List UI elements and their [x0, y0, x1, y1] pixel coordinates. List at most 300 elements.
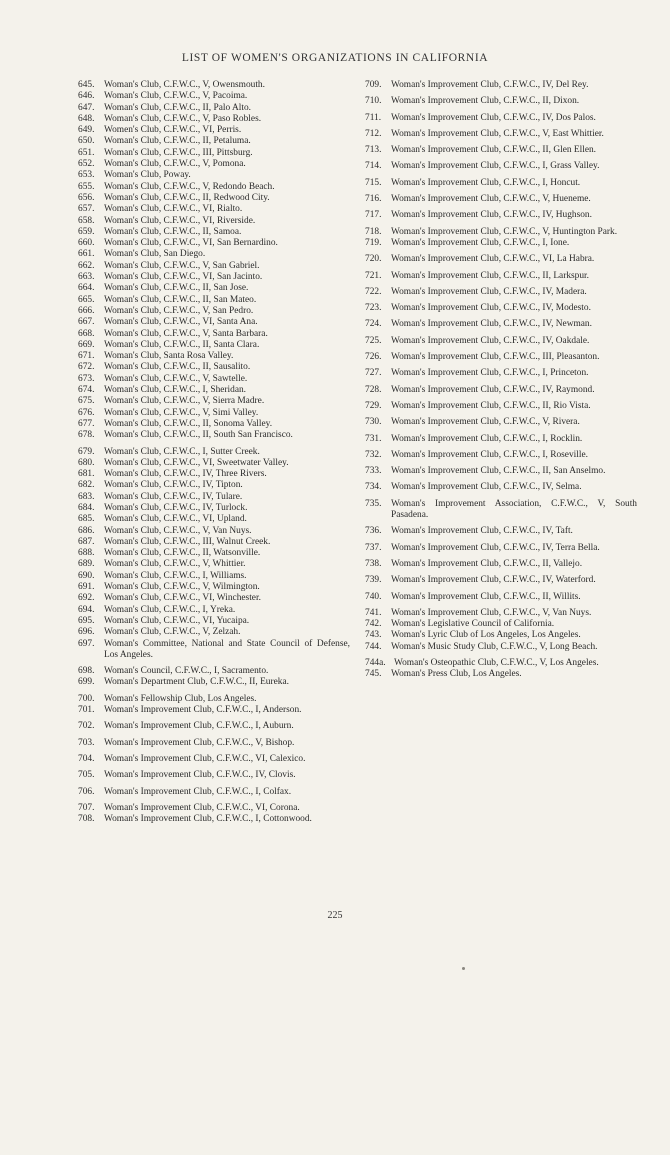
entry-number: 664. [78, 283, 95, 294]
entry-number: 652. [78, 159, 95, 170]
entry-text: Woman's Club, C.F.W.C., V, Whittier. [104, 559, 246, 570]
list-entry [78, 537, 350, 548]
list-entry [365, 194, 637, 205]
entry-text: Woman's Improvement Club, C.F.W.C., I, Cottonwood. [104, 814, 312, 825]
entry-text: Woman's Club, C.F.W.C., VI, Rialto. [104, 204, 243, 215]
list-entry [365, 368, 637, 379]
entry-number: 649. [78, 125, 95, 136]
entry-number: 697. [78, 638, 95, 649]
entry-text: Woman's Club, C.F.W.C., VI, Upland. [104, 514, 247, 525]
entry-number: 682. [78, 480, 95, 491]
left-column [78, 80, 350, 825]
entry-text: Woman's Improvement Club, C.F.W.C., II, Larkspur. [391, 270, 589, 281]
entry-text: Woman's Improvement Club, C.F.W.C., IV, Clovis. [104, 770, 296, 781]
list-entry [365, 466, 637, 477]
entry-text: Woman's Improvement Club, C.F.W.C., IV, Hughson. [391, 210, 592, 221]
entry-number: 735. [365, 498, 382, 509]
entry-number: 663. [78, 272, 95, 283]
list-entry [365, 658, 637, 669]
entry-text: Woman's Club, C.F.W.C., II, Watsonville. [104, 548, 261, 559]
entry-text: Woman's Improvement Club, C.F.W.C., IV, Madera. [391, 286, 587, 297]
entry-text: Woman's Club, C.F.W.C., II, Palo Alto. [104, 102, 251, 113]
entry-text: Woman's Improvement Club, C.F.W.C., VI, Calexico. [104, 753, 306, 764]
entry-text: Woman's Improvement Club, C.F.W.C., IV, Terra Bella. [391, 542, 600, 553]
list-entry [365, 592, 637, 603]
entry-text: Woman's Club, C.F.W.C., V, Zelzah. [104, 627, 241, 638]
entry-text: Woman's Improvement Club, C.F.W.C., II, Willits. [391, 591, 581, 602]
list-entry [78, 639, 350, 662]
entry-number: 691. [78, 582, 95, 593]
entry-number: 660. [78, 238, 95, 249]
entry-number: 650. [78, 136, 95, 147]
entry-number: 669. [78, 339, 95, 350]
entry-number: 724. [365, 319, 382, 330]
entry-text: Woman's Club, C.F.W.C., II, South San Francisco. [104, 430, 293, 441]
entry-text: Woman's Club, C.F.W.C., II, Redwood City. [104, 192, 270, 203]
entry-number: 678. [78, 430, 95, 441]
entry-number: 692. [78, 593, 95, 604]
entry-text: Woman's Club, C.F.W.C., I, Sutter Creek. [104, 446, 260, 457]
list-entry [78, 351, 350, 362]
entry-text: Woman's Fellowship Club, Los Angeles. [104, 693, 257, 704]
entry-text: Woman's Club, C.F.W.C., VI, San Bernardino. [104, 238, 278, 249]
list-entry [78, 480, 350, 491]
list-entry [365, 434, 637, 445]
entry-text: Woman's Club, C.F.W.C., V, Sierra Madre. [104, 396, 265, 407]
entry-text: Woman's Improvement Club, C.F.W.C., I, Anderson. [104, 705, 302, 716]
entry-text: Woman's Legislative Council of California. [391, 619, 555, 630]
list-entry [365, 254, 637, 265]
entry-text: Woman's Club, San Diego. [104, 249, 206, 260]
right-column [365, 80, 637, 681]
entry-text: Woman's Club, C.F.W.C., V, Santa Barbara. [104, 328, 268, 339]
list-entry [365, 450, 637, 461]
list-entry [78, 182, 350, 193]
list-entry [78, 408, 350, 419]
entry-text: Woman's Club, C.F.W.C., V, Redondo Beach. [104, 181, 275, 192]
entry-number: 730. [365, 417, 382, 428]
list-entry [78, 627, 350, 638]
entry-text: Woman's Improvement Club, C.F.W.C., II, Dixon. [391, 96, 580, 107]
entry-number: 733. [365, 466, 382, 477]
entry-text: Woman's Music Study Club, C.F.W.C., V, Long Beach. [391, 641, 598, 652]
entry-number: 680. [78, 457, 95, 468]
list-entry [365, 271, 637, 282]
entry-number: 718. [365, 226, 382, 237]
list-entry [78, 548, 350, 559]
entry-number: 673. [78, 373, 95, 384]
list-entry [365, 608, 637, 619]
list-entry [365, 287, 637, 298]
list-entry [78, 317, 350, 328]
entry-text: Woman's Improvement Club, C.F.W.C., IV, Waterford. [391, 575, 596, 586]
entry-number: 719. [365, 237, 382, 248]
list-entry [78, 261, 350, 272]
entry-text: Woman's Improvement Club, C.F.W.C., V, Bishop. [104, 737, 295, 748]
entry-number: 679. [78, 446, 95, 457]
entry-text: Woman's Improvement Club, C.F.W.C., IV, Selma. [391, 482, 582, 493]
page-number: 225 [327, 910, 343, 921]
entry-text: Woman's Improvement Club, C.F.W.C., IV, Del Rey. [391, 80, 589, 90]
entry-number: 677. [78, 418, 95, 429]
entry-text: Woman's Improvement Club, C.F.W.C., IV, Taft. [391, 526, 573, 537]
list-entry [365, 619, 637, 630]
entry-number: 736. [365, 526, 382, 537]
entry-text: Woman's Club, C.F.W.C., II, San Jose. [104, 283, 249, 294]
entry-number: 646. [78, 91, 95, 102]
list-entry [78, 814, 350, 825]
entry-number: 725. [365, 335, 382, 346]
entry-text: Woman's Improvement Club, C.F.W.C., II, Rio Vista. [391, 400, 591, 411]
entry-text: Woman's Club, C.F.W.C., VI, Sweetwater Valley. [104, 457, 289, 468]
entry-text: Woman's Improvement Club, C.F.W.C., III, Pleasanton. [391, 352, 600, 363]
entry-number: 708. [78, 814, 95, 825]
list-entry [365, 499, 637, 522]
list-entry [78, 91, 350, 102]
list-entry [78, 114, 350, 125]
entry-text: Woman's Club, C.F.W.C., V, San Pedro. [104, 305, 254, 316]
entry-number: 648. [78, 113, 95, 124]
entry-text: Woman's Improvement Club, C.F.W.C., V, Hueneme. [391, 194, 591, 205]
entry-text: Woman's Club, C.F.W.C., II, Petaluma. [104, 136, 251, 147]
list-entry [78, 396, 350, 407]
list-entry [78, 469, 350, 480]
entry-text: Woman's Club, Santa Rosa Valley. [104, 351, 234, 362]
list-entry [78, 329, 350, 340]
entry-text: Woman's Club, C.F.W.C., V, Owensmouth. [104, 80, 265, 90]
entry-text: Woman's Club, C.F.W.C., II, Santa Clara. [104, 339, 260, 350]
list-entry [78, 362, 350, 373]
entry-text: Woman's Press Club, Los Angeles. [391, 669, 522, 680]
list-entry [78, 593, 350, 604]
list-entry [78, 272, 350, 283]
list-entry [78, 238, 350, 249]
entry-number: 710. [365, 96, 382, 107]
entry-number: 665. [78, 294, 95, 305]
list-entry [78, 492, 350, 503]
entry-text: Woman's Improvement Club, C.F.W.C., I, Roseville. [391, 449, 588, 460]
list-entry [365, 319, 637, 330]
entry-number: 703. [78, 737, 95, 748]
entry-number: 656. [78, 192, 95, 203]
entry-text: Woman's Club, C.F.W.C., II, Sonoma Valley. [104, 418, 273, 429]
entry-number: 698. [78, 666, 95, 677]
entry-number: 715. [365, 177, 382, 188]
entry-number: 705. [78, 770, 95, 781]
list-entry [78, 159, 350, 170]
entry-text: Woman's Improvement Club, C.F.W.C., V, Van Nuys. [391, 607, 592, 618]
entry-number: 744a. [365, 657, 386, 668]
entry-number: 742. [365, 619, 382, 630]
entry-text: Woman's Improvement Club, C.F.W.C., II, San Anselmo. [391, 466, 606, 477]
list-entry [78, 204, 350, 215]
list-entry [78, 770, 350, 781]
entry-number: 702. [78, 721, 95, 732]
entry-number: 653. [78, 170, 95, 181]
entry-text: Woman's Improvement Club, C.F.W.C., I, Honcut. [391, 177, 581, 188]
entry-number: 743. [365, 630, 382, 641]
entry-text: Woman's Club, C.F.W.C., V, Pomona. [104, 159, 246, 170]
entry-text: Woman's Club, C.F.W.C., IV, Turlock. [104, 502, 248, 513]
entry-text: Woman's Improvement Club, C.F.W.C., V, Huntington Park. [391, 226, 618, 237]
entry-text: Woman's Club, C.F.W.C., V, Pacoima. [104, 91, 248, 102]
entry-text: Woman's Improvement Club, C.F.W.C., I, Princeton. [391, 368, 589, 379]
list-entry [365, 96, 637, 107]
entry-text: Woman's Improvement Club, C.F.W.C., II, Glen Ellen. [391, 145, 597, 156]
entry-number: 728. [365, 384, 382, 395]
entry-number: 701. [78, 705, 95, 716]
entry-number: 734. [365, 482, 382, 493]
list-entry [78, 295, 350, 306]
list-entry [78, 125, 350, 136]
entry-number: 675. [78, 396, 95, 407]
entry-text: Woman's Club, C.F.W.C., III, Walnut Creek. [104, 536, 271, 547]
entry-number: 729. [365, 400, 382, 411]
entry-number: 688. [78, 548, 95, 559]
entry-text: Woman's Improvement Club, C.F.W.C., I, Rocklin. [391, 433, 583, 444]
entry-number: 711. [365, 112, 382, 123]
entry-number: 706. [78, 786, 95, 797]
entry-number: 712. [365, 128, 382, 139]
entry-number: 714. [365, 161, 382, 172]
list-entry [365, 161, 637, 172]
entry-number: 658. [78, 215, 95, 226]
list-entry [78, 721, 350, 732]
entry-text: Woman's Improvement Club, C.F.W.C., II, Vallejo. [391, 558, 583, 569]
list-entry [78, 306, 350, 317]
entry-number: 700. [78, 693, 95, 704]
entry-text: Woman's Club, C.F.W.C., VI, San Jacinto. [104, 272, 263, 283]
entry-number: 722. [365, 286, 382, 297]
list-entry [78, 677, 350, 688]
entry-number: 681. [78, 469, 95, 480]
list-entry [365, 210, 637, 221]
list-entry [78, 803, 350, 814]
entry-text: Woman's Club, C.F.W.C., IV, Tipton. [104, 480, 243, 491]
entry-number: 731. [365, 433, 382, 444]
entry-text: Woman's Club, C.F.W.C., I, Sheridan. [104, 385, 247, 396]
list-entry [365, 303, 637, 314]
list-entry [365, 559, 637, 570]
entry-number: 737. [365, 542, 382, 553]
entry-text: Woman's Department Club, C.F.W.C., II, Eureka. [104, 677, 289, 688]
entry-number: 721. [365, 270, 382, 281]
entry-number: 686. [78, 525, 95, 536]
page-header: LIST OF WOMEN'S ORGANIZATIONS IN CALIFORNIA [181, 52, 489, 64]
list-entry [78, 419, 350, 430]
entry-text: Woman's Club, C.F.W.C., IV, Three Rivers. [104, 469, 267, 480]
entry-text: Woman's Improvement Club, C.F.W.C., V, Rivera. [391, 417, 580, 428]
entry-number: 726. [365, 352, 382, 363]
entry-number: 704. [78, 753, 95, 764]
list-entry [78, 148, 350, 159]
list-entry [78, 374, 350, 385]
entry-text: Woman's Club, C.F.W.C., VI, Yucaipa. [104, 615, 250, 626]
entry-number: 657. [78, 204, 95, 215]
entry-text: Woman's Osteopathic Club, C.F.W.C., V, Los Angeles. [394, 657, 599, 668]
entry-text: Woman's Club, C.F.W.C., VI, Riverside. [104, 215, 256, 226]
entry-text: Woman's Committee, National and State Council of Defense, Los Angeles. [104, 638, 350, 660]
entry-number: 709. [365, 80, 382, 90]
list-entry [78, 694, 350, 705]
list-entry [78, 754, 350, 765]
entry-number: 699. [78, 677, 95, 688]
entry-text: Woman's Improvement Club, C.F.W.C., I, Grass Valley. [391, 161, 600, 172]
entry-text: Woman's Improvement Club, C.F.W.C., VI, La Habra. [391, 254, 595, 265]
entry-number: 651. [78, 147, 95, 158]
list-entry [78, 582, 350, 593]
entry-number: 717. [365, 210, 382, 221]
entry-number: 645. [78, 80, 95, 90]
list-entry [78, 283, 350, 294]
list-entry [365, 113, 637, 124]
entry-text: Woman's Club, Poway. [104, 170, 191, 181]
entry-number: 732. [365, 449, 382, 460]
entry-number: 647. [78, 102, 95, 113]
list-entry [365, 178, 637, 189]
entry-number: 671. [78, 351, 95, 362]
list-entry [78, 738, 350, 749]
entry-text: Woman's Improvement Club, C.F.W.C., I, Auburn. [104, 721, 294, 732]
list-entry [78, 514, 350, 525]
entry-number: 667. [78, 317, 95, 328]
list-entry [78, 559, 350, 570]
entry-number: 666. [78, 305, 95, 316]
list-entry [365, 526, 637, 537]
list-entry [365, 80, 637, 91]
entry-number: 661. [78, 249, 95, 260]
entry-text: Woman's Club, C.F.W.C., V, Simi Valley. [104, 407, 259, 418]
entry-text: Women's Club, C.F.W.C., VI, Perris. [104, 125, 242, 136]
list-entry [365, 482, 637, 493]
entry-number: 716. [365, 194, 382, 205]
list-entry [78, 103, 350, 114]
entry-number: 739. [365, 575, 382, 586]
entry-number: 695. [78, 615, 95, 626]
entry-text: Woman's Club, C.F.W.C., V, Sawtelle. [104, 373, 248, 384]
entry-number: 744. [365, 641, 382, 652]
entry-number: 696. [78, 627, 95, 638]
entry-text: Woman's Improvement Club, C.F.W.C., IV, Newman. [391, 319, 592, 330]
entry-text: Woman's Improvement Association, C.F.W.C., V, South Pasadena. [391, 498, 637, 521]
entry-text: Woman's Improvement Club, C.F.W.C., VI, Corona. [104, 802, 300, 813]
list-entry [78, 170, 350, 181]
entry-number: 694. [78, 604, 95, 615]
entry-text: Woman's Improvement Club, C.F.W.C., I, Colfax. [104, 786, 292, 797]
entry-number: 738. [365, 558, 382, 569]
entry-number: 659. [78, 226, 95, 237]
list-entry [78, 80, 350, 91]
list-entry [365, 129, 637, 140]
entry-text: Woman's Council, C.F.W.C., I, Sacramento. [104, 666, 269, 677]
entry-number: 674. [78, 385, 95, 396]
entry-text: Woman's Club, C.F.W.C., I, Williams. [104, 570, 247, 581]
entry-number: 684. [78, 502, 95, 513]
list-entry [78, 605, 350, 616]
entry-text: Woman's Club, C.F.W.C., V, Paso Robles. [104, 113, 262, 124]
list-entry [78, 503, 350, 514]
entry-number: 683. [78, 491, 95, 502]
entry-text: Woman's Club, C.F.W.C., II, San Mateo. [104, 294, 257, 305]
list-entry [365, 543, 637, 554]
entry-text: Woman's Improvement Club, C.F.W.C., IV, Raymond. [391, 384, 595, 395]
list-entry [365, 401, 637, 412]
entry-number: 741. [365, 607, 382, 618]
entry-number: 745. [365, 669, 382, 680]
entry-text: Woman's Club, C.F.W.C., VI, Santa Ana. [104, 317, 258, 328]
list-entry [78, 340, 350, 351]
list-entry [78, 385, 350, 396]
entry-text: Woman's Club, C.F.W.C., V, Van Nuys. [104, 525, 252, 536]
list-entry [365, 630, 637, 641]
entry-number: 672. [78, 362, 95, 373]
list-entry [78, 458, 350, 469]
list-entry [365, 417, 637, 428]
entry-number: 740. [365, 591, 382, 602]
list-entry [78, 249, 350, 260]
list-entry [78, 787, 350, 798]
entry-number: 662. [78, 260, 95, 271]
entry-number: 685. [78, 514, 95, 525]
list-entry [365, 669, 637, 680]
list-entry [78, 447, 350, 458]
list-entry [78, 193, 350, 204]
entry-text: Woman's Club, C.F.W.C., II, Samoa. [104, 226, 242, 237]
list-entry [365, 352, 637, 363]
entry-text: Woman's Club, C.F.W.C., V, San Gabriel. [104, 260, 260, 271]
list-entry [78, 430, 350, 441]
list-entry [78, 227, 350, 238]
entry-text: Woman's Club, C.F.W.C., V, Wilmington. [104, 582, 260, 593]
list-entry [78, 616, 350, 627]
entry-text: Woman's Improvement Club, C.F.W.C., I, Ione. [391, 237, 570, 248]
list-entry [365, 238, 637, 249]
entry-number: 713. [365, 145, 382, 156]
entry-text: Woman's Club, C.F.W.C., I, Yreka. [104, 604, 236, 615]
entry-text: Woman's Improvement Club, C.F.W.C., V, East Whittier. [391, 128, 604, 139]
entry-text: Woman's Club, C.F.W.C., IV, Tulare. [104, 491, 243, 502]
entry-text: Woman's Improvement Club, C.F.W.C., IV, Oakdale. [391, 335, 590, 346]
entry-number: 727. [365, 368, 382, 379]
entry-number: 676. [78, 407, 95, 418]
list-entry [365, 575, 637, 586]
entry-text: Woman's Lyric Club of Los Angeles, Los Angeles. [391, 630, 581, 641]
list-entry [365, 642, 637, 653]
entry-number: 668. [78, 328, 95, 339]
entry-number: 720. [365, 254, 382, 265]
entry-number: 689. [78, 559, 95, 570]
list-entry [365, 227, 637, 238]
list-entry [78, 526, 350, 537]
entry-text: Woman's Club, C.F.W.C., III, Pittsburg. [104, 147, 253, 158]
list-entry [365, 336, 637, 347]
list-entry [365, 145, 637, 156]
entry-text: Woman's Improvement Club, C.F.W.C., IV, Dos Palos. [391, 112, 596, 123]
entry-number: 723. [365, 303, 382, 314]
list-entry [78, 705, 350, 716]
list-entry [78, 571, 350, 582]
print-speck [462, 967, 465, 970]
entry-number: 707. [78, 802, 95, 813]
entry-text: Woman's Club, C.F.W.C., VI, Winchester. [104, 593, 261, 604]
list-entry [365, 385, 637, 396]
list-entry [78, 136, 350, 147]
entry-number: 690. [78, 570, 95, 581]
entry-number: 687. [78, 536, 95, 547]
list-entry [78, 666, 350, 677]
entry-text: Woman's Club, C.F.W.C., II, Sausalito. [104, 362, 251, 373]
entry-number: 655. [78, 181, 95, 192]
